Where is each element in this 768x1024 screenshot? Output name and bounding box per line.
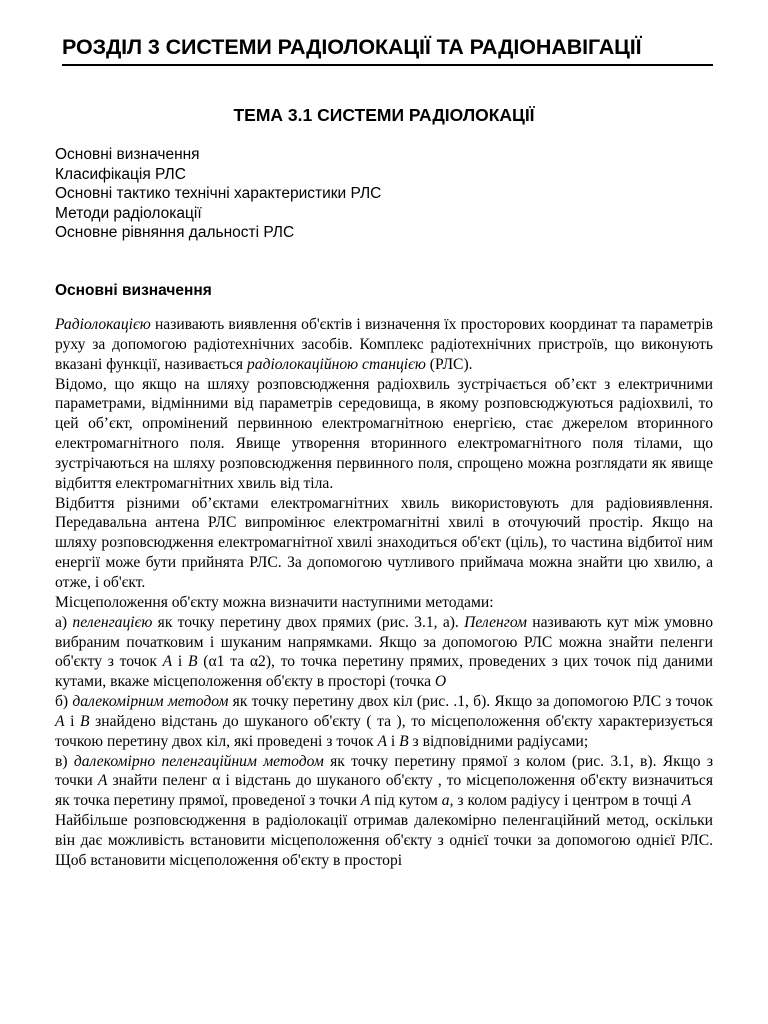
text-run: а) [55, 613, 73, 631]
term: радіолокаційною станцією [246, 355, 426, 373]
text-run: знайдено відстань до шуканого об'єкту ( та ), то місцеположення об'єкту характеризується точкою перетину двох кіл, які проведені з точок [55, 712, 713, 750]
topic-title: ТЕМА 3.1 СИСТЕМИ РАДІОЛОКАЦІЇ [233, 105, 535, 125]
text-run: називають кут між умовно вибраним початковим і шуканим напрямками. Якщо за допомогою РЛС можна знайти пеленги об'єкту з точок [55, 613, 713, 671]
text-run: б) [55, 693, 73, 711]
term: пеленгацією [72, 613, 153, 631]
math-symbol: А [377, 732, 387, 750]
math-symbol: А [681, 792, 692, 810]
text-run: як точку перетину двох прямих (рис. 3.1, а). [152, 613, 465, 631]
text-run: називають виявлення об'єктів і визначення їх просторових координат та параметрів руху за допомогою радіотехнічних засобів. Комплекс радіотехнічних пристроїв, що виконують вказані функції, називається [55, 316, 713, 373]
math-symbol: а [441, 792, 450, 810]
title-underline [62, 64, 713, 66]
term: далекомірно пеленгаційним методом [73, 752, 324, 770]
math-symbol: А [55, 712, 65, 730]
contents-list [55, 145, 655, 243]
text-run: і [64, 712, 80, 730]
term: далекомірним методом [72, 693, 229, 711]
paragraph-method-b [55, 692, 713, 752]
contents-item: Основні тактико технічні характеристики РЛС [55, 185, 382, 202]
body-text [55, 315, 713, 871]
term: Радіолокацією [55, 316, 151, 333]
math-symbol: О [434, 673, 447, 691]
chapter-title: РОЗДІЛ 3 СИСТЕМИ РАДІОЛОКАЦІЇ ТА РАДІОНАВІГАЦІЇ [62, 35, 642, 59]
paragraph-method-a [55, 613, 713, 692]
contents-item: Основне рівняння дальності РЛС [55, 224, 295, 241]
text-run: , з колом радіусу і центром в точці [449, 792, 682, 810]
section-heading: Основні визначення [55, 282, 212, 299]
math-symbol: В [399, 732, 409, 750]
text-run: під кутом [370, 792, 442, 810]
paragraph-secondary-field: Відомо, що якщо на шляху розповсюдження радіохвиль зустрічається об’єкт з електричними параметрами, відмінними від параметрів середовища, в якому розповсюджуються радіохвилі, то цей об’єкт, опромінений первинною електромагнітною енергією, стає джерелом вторинного електромагнітного поля. Явище утворення вторинного електромагнітного поля тілами, що зустрічаються на шляху розповсюдження первинного поля, спрощено можна розглядати як явище відбиття електромагнітних хвиль від тіла. [55, 375, 713, 492]
math-symbol: В [188, 653, 198, 671]
text-run: з відповідними радіусами; [408, 732, 589, 750]
math-symbol: В [79, 712, 90, 730]
paragraph-method-c [55, 752, 713, 812]
paragraph-reflection: Відбиття різними об’єктами електромагнітних хвиль використовують для радіовиявлення. Передавальна антена РЛС випромінює електромагнітні хвилі в оточуючий простір. Якщо на шляху розповсюдження електромагнітної хвилі знаходиться об'єкт (ціль), то частина відбитої ним енергії може бути прийнята РЛС. За допомогою чутливого приймача можна знайти цю хвилю, а отже, і об'єкт. [55, 494, 713, 591]
text-run: і [386, 732, 400, 750]
paragraph-definition [55, 315, 713, 375]
contents-item: Методи радіолокації [55, 204, 202, 222]
paragraph-rangefinding: Найбільше розповсюдження в радіолокації отримав далекомірно пеленгаційний метод, оскільки він дає можливість встановити місцеположення об'єкту з однієї точки за допомогою однієї РЛС. Щоб встановити місцеположення об'єкту в просторі [55, 812, 713, 869]
text-run: як точку перетину двох кіл (рис. .1, б). Якщо за допомогою РЛС з точок [228, 693, 713, 711]
text-run: (РЛС). [425, 355, 473, 373]
math-symbol: А [97, 772, 108, 790]
text-run: як точку перетину прямої з колом (рис. 3.1, в). Якщо з точки [55, 752, 713, 790]
paragraph-methods-intro: Місцеположення об'єкту можна визначити наступними методами: [55, 593, 494, 611]
math-symbol: А [360, 792, 371, 810]
contents-item: Основні визначення [55, 146, 200, 163]
text-run: знайти пеленг α і відстань до шуканого об'єкту , то місцеположення об'єкту визначиться як точка перетину прямої, проведеної з точки [55, 772, 713, 810]
text-run: (α1 та α2), то точка перетину прямих, проведених з цих точок під даними кутами, вкаже місцеположення об'єкту в просторі (точка [55, 653, 713, 691]
text-run: і [172, 653, 189, 671]
text-run: в) [55, 752, 74, 770]
math-symbol: А [162, 653, 173, 671]
term: Пеленгом [464, 613, 527, 631]
contents-item: Класифікація РЛС [55, 165, 186, 183]
